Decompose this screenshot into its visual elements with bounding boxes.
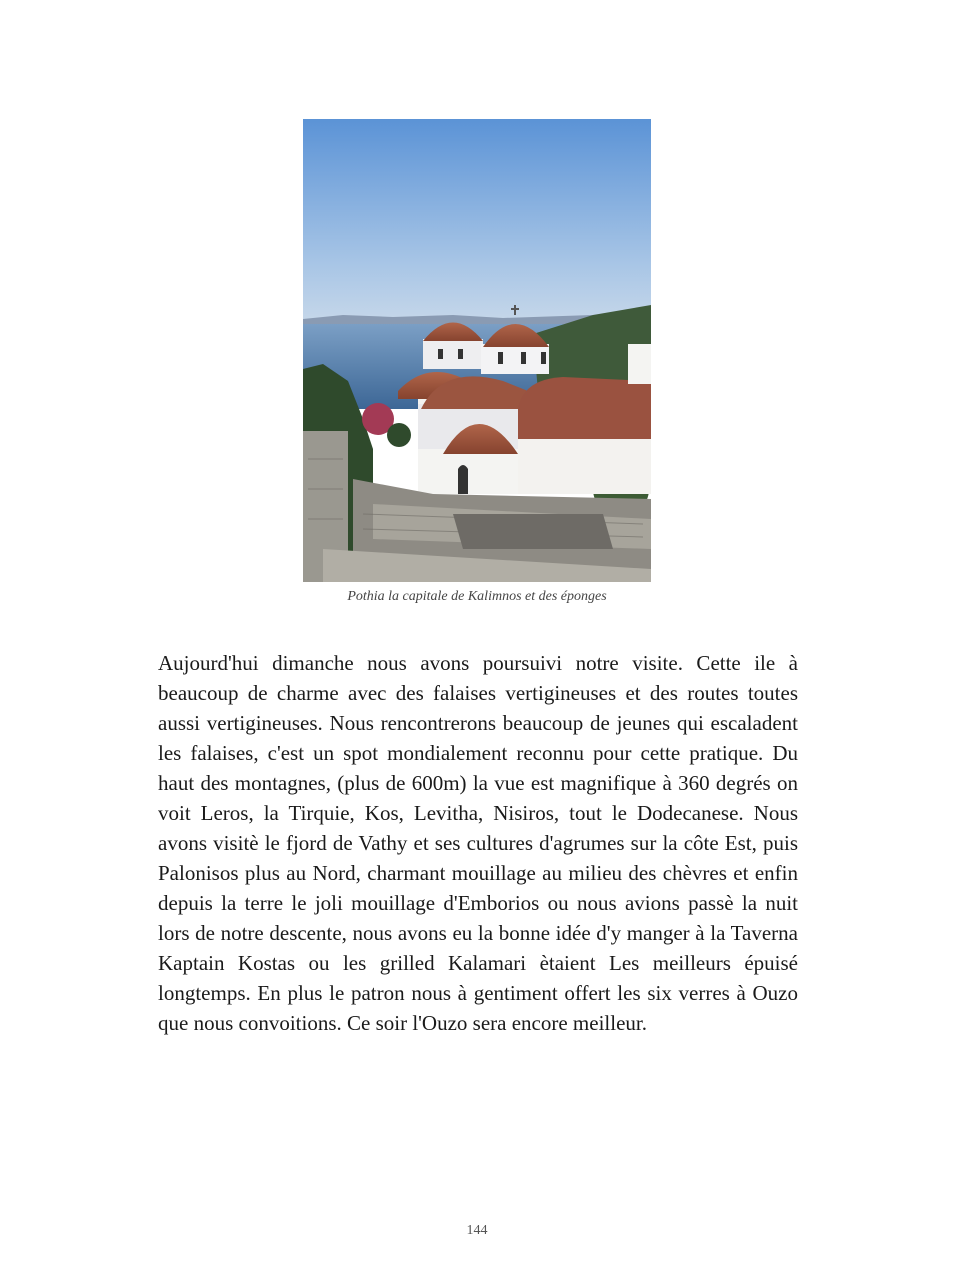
church-photo (303, 119, 651, 582)
page-number: 144 (466, 1223, 488, 1238)
church-photo-illustration (303, 119, 651, 582)
body-paragraph: Aujourd'hui dimanche nous avons poursuivi notre visite. Cette ile à beaucoup de charme avec des falaises vertigineuses et des routes toutes aussi vertigineuses. Nous rencontrerons beaucoup de jeunes qui escaladent les falaises, c'est un spot mondialement reconnu pour cette pratique. Du haut des montagnes, (plus de 600m) la vue est magnifique à 360 degrés on voit Leros, la Tirquie, Kos, Levitha, Nisiros, tout le Dodecanese. Nous avons visitè le fjord de Vathy et ses cultures d'agrumes sur la côte Est, puis Palonisos plus au Nord, charmant mouillage au milieu des chèvres et enfin depuis la terre le joli mouillage d'Emborios ou nous avions passè la nuit lors de notre descente, nous avons eu la bonne idée d'y manger à la Taverna Kaptain Kostas ou les grilled Kalamari ètaient Les meilleurs épuisé longtemps. En plus le patron nous à gentiment offert les six verres à Ouzo que nous convoitions. Ce soir l'Ouzo sera encore meilleur. (158, 651, 798, 1035)
figure-caption: Pothia la capitale de Kalimnos et des éponges (347, 589, 607, 604)
